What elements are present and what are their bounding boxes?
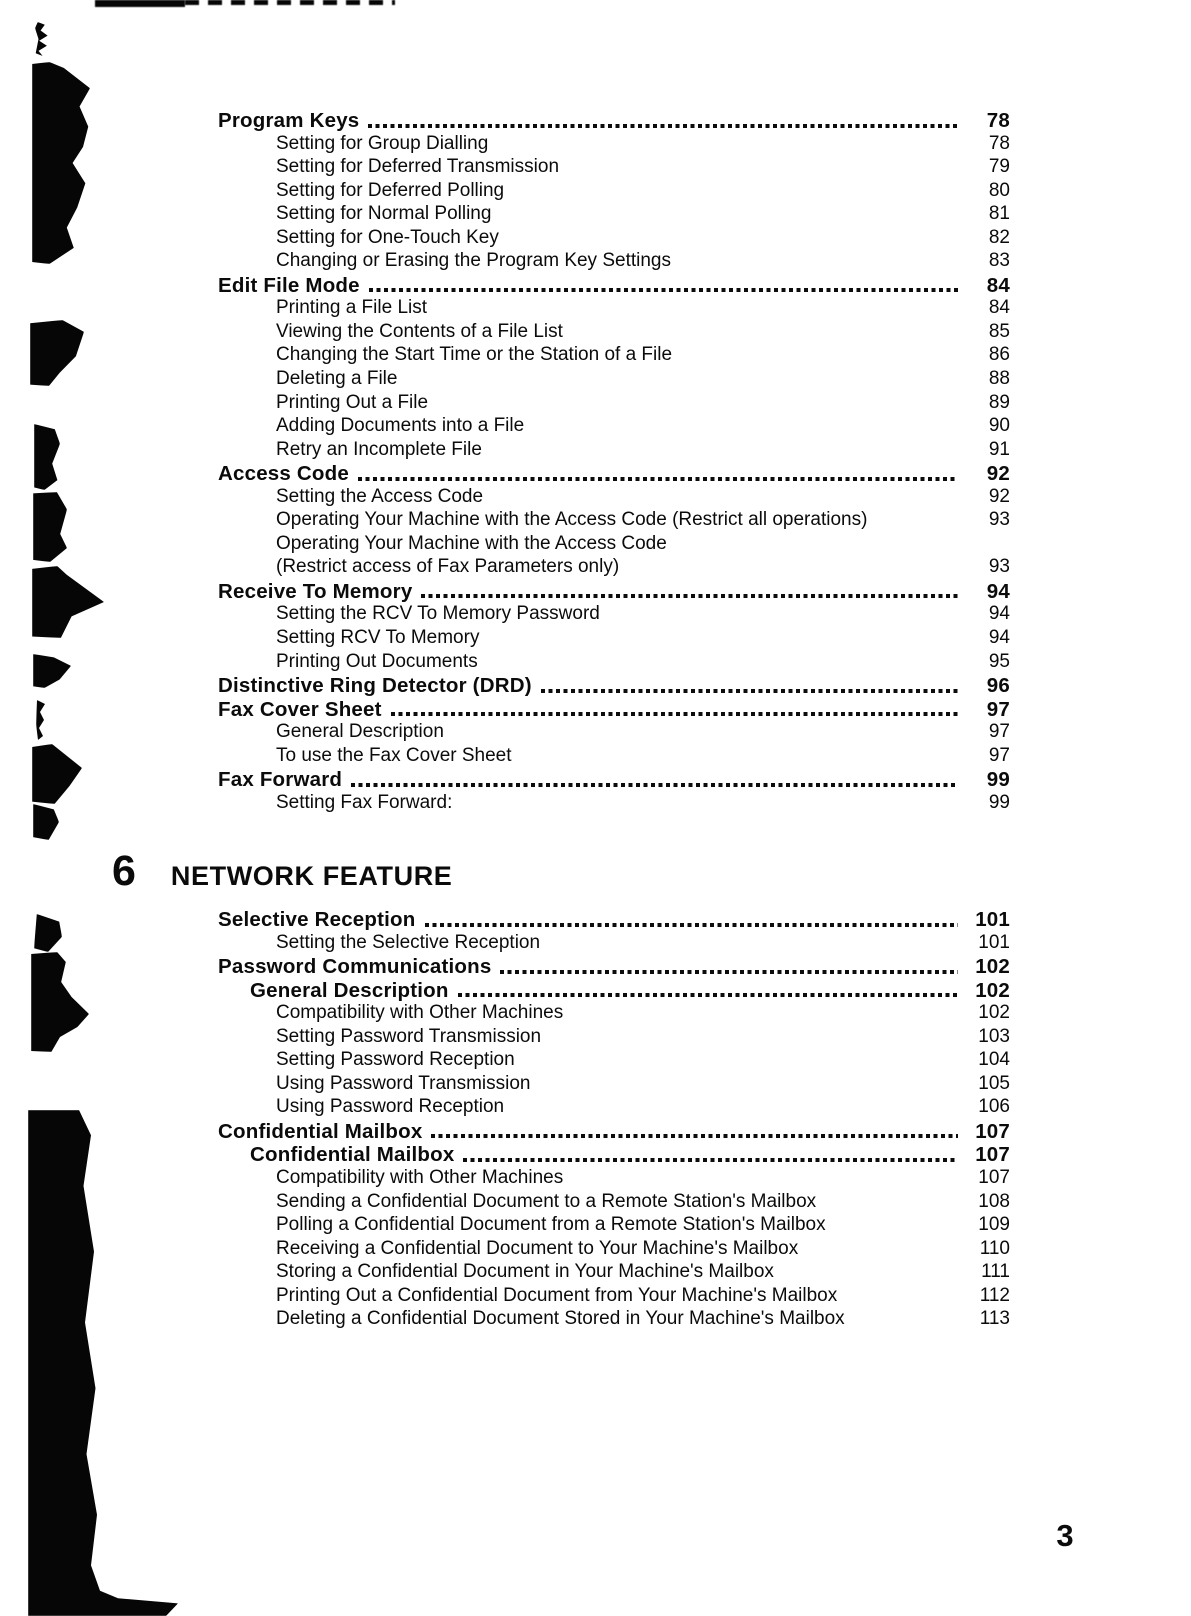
toc-entry-page: 103	[978, 1025, 1010, 1047]
dotted-leader	[488, 642, 958, 646]
dotted-leader	[550, 1040, 958, 1044]
dotted-leader	[487, 665, 958, 669]
toc-entry-label: Fax Cover Sheet	[218, 697, 382, 721]
dotted-leader	[491, 453, 958, 457]
toc-entry-page: 107	[975, 1143, 1010, 1167]
toc-entry-page: 105	[978, 1072, 1010, 1094]
toc-entry-page: 84	[988, 297, 1010, 319]
toc-entry-label: Fax Forward	[218, 768, 343, 792]
chapter-heading	[112, 845, 452, 897]
toc-entry-label: Setting the RCV To Memory Password	[276, 603, 600, 625]
toc-entry	[218, 1238, 1010, 1262]
scan-artifact	[30, 320, 84, 386]
toc-entry-page: 92	[988, 485, 1010, 507]
toc-entry-page: 90	[988, 415, 1010, 437]
toc-entry	[218, 674, 1010, 698]
toc-entry	[218, 1120, 1010, 1144]
toc-entry	[218, 1143, 1010, 1167]
toc-entry-label: Retry an Incomplete File	[276, 438, 482, 460]
toc-entry-page: 86	[988, 344, 1010, 366]
toc-entry	[218, 721, 1010, 745]
dotted-leader	[369, 288, 958, 292]
toc-entry-page: 81	[988, 203, 1010, 225]
toc-entry	[218, 415, 1010, 439]
toc-entry-label: Printing Out a File	[276, 391, 429, 413]
dotted-leader	[513, 194, 958, 198]
dotted-leader	[351, 783, 958, 787]
toc-entry-page: 102	[978, 1002, 1010, 1024]
toc-entry-label: Sending a Confidential Document to a Remote Station's Mailbox	[276, 1190, 817, 1212]
toc-entry	[218, 603, 1010, 627]
toc-entry-page: 99	[988, 791, 1010, 813]
toc-entry-page: 82	[988, 226, 1010, 248]
dotted-leader	[368, 124, 958, 128]
dotted-leader	[500, 218, 958, 222]
toc-entry	[218, 486, 1010, 510]
toc-entry-page: 97	[988, 721, 1010, 743]
dotted-leader	[876, 524, 958, 528]
toc-entry-label: To use the Fax Cover Sheet	[276, 744, 512, 766]
dotted-leader	[500, 970, 958, 974]
toc-entry	[218, 368, 1010, 392]
dotted-leader	[846, 1299, 958, 1303]
dotted-leader	[568, 171, 958, 175]
toc-entry-page: 92	[986, 462, 1010, 486]
toc-entry	[218, 509, 1010, 533]
dotted-leader	[431, 1134, 958, 1138]
toc-entry-label: Confidential Mailbox	[218, 1119, 423, 1143]
toc-entry-page: 111	[981, 1261, 1010, 1283]
toc-section-network-feature	[218, 908, 1010, 1332]
toc-entry-page: 104	[978, 1049, 1010, 1071]
toc-entry	[218, 580, 1010, 604]
toc-entry-page: 97	[986, 697, 1010, 721]
dotted-leader	[461, 806, 958, 810]
toc-entry-label: Setting for Deferred Polling	[276, 179, 505, 201]
toc-entry-page: 80	[988, 179, 1010, 201]
toc-entry	[218, 274, 1010, 298]
dotted-leader	[835, 1229, 958, 1233]
toc-entry-label: Edit File Mode	[218, 273, 360, 297]
toc-entry-label: Setting Password Transmission	[276, 1025, 542, 1047]
toc-entry-page: 83	[988, 250, 1010, 272]
scan-artifact	[28, 1110, 178, 1616]
toc-entry-label: Using Password Reception	[276, 1096, 505, 1118]
dotted-leader	[421, 594, 958, 598]
scan-artifact	[33, 804, 59, 840]
toc-entry-label: Changing the Start Time or the Station of a File	[276, 344, 673, 366]
toc-entry	[218, 932, 1010, 956]
toc-entry-label: Storing a Confidential Document in Your Machine's Mailbox	[276, 1261, 774, 1283]
dotted-leader	[539, 1087, 958, 1091]
toc-entry-page: 78	[988, 132, 1010, 154]
toc-entry-label: Polling a Confidential Document from a Remote Station's Mailbox	[276, 1214, 826, 1236]
dotted-leader	[807, 1252, 958, 1256]
toc-entry-label: Setting for Deferred Transmission	[276, 156, 560, 178]
toc-entry	[218, 627, 1010, 651]
dotted-leader	[513, 1111, 958, 1115]
toc-entry-label: Adding Documents into a File	[276, 415, 525, 437]
toc-entry-page: 107	[978, 1167, 1010, 1189]
scan-artifact	[34, 914, 62, 952]
toc-entry-page: 97	[988, 744, 1010, 766]
scan-artifact	[185, 0, 395, 5]
dotted-leader	[391, 712, 958, 716]
dotted-leader	[524, 1064, 958, 1068]
toc-entry-label: Program Keys	[218, 109, 360, 132]
scan-artifact	[32, 62, 90, 264]
toc-entry-page: 78	[986, 109, 1010, 132]
toc-entry	[218, 250, 1010, 274]
toc-section-features	[218, 109, 1010, 815]
dotted-leader	[825, 1205, 958, 1209]
toc-entry-label: Selective Reception	[218, 908, 416, 931]
toc-entry-label: Printing a File List	[276, 297, 428, 319]
toc-entry	[218, 203, 1010, 227]
toc-entry	[218, 392, 1010, 416]
scan-artifact	[33, 654, 71, 688]
dotted-leader	[358, 477, 958, 481]
toc-entry-page: 91	[988, 438, 1010, 460]
toc-entry-page: 107	[975, 1119, 1010, 1143]
dotted-leader	[572, 335, 958, 339]
dotted-leader	[680, 265, 958, 269]
toc-entry	[218, 1308, 1010, 1332]
toc-entry-page: 101	[978, 931, 1010, 953]
dotted-leader	[681, 359, 958, 363]
toc-entry-page: 102	[975, 978, 1010, 1002]
toc-entry-label: Receive To Memory	[218, 579, 413, 603]
dotted-leader	[521, 759, 958, 763]
toc-entry-page: 112	[979, 1284, 1010, 1306]
dotted-leader	[676, 547, 958, 551]
toc-entry-label: Setting Password Reception	[276, 1049, 515, 1071]
chapter-title: NETWORK FEATURE	[170, 861, 453, 891]
toc-entry	[218, 1026, 1010, 1050]
scan-artifact	[35, 22, 49, 56]
dotted-leader	[572, 1017, 958, 1021]
page-number: 3	[1056, 1518, 1074, 1553]
scan-artifact	[32, 566, 104, 638]
scan-artifact	[36, 700, 46, 740]
toc-entry	[218, 109, 1010, 133]
dotted-leader	[854, 1323, 958, 1327]
toc-entry	[218, 955, 1010, 979]
toc-entry	[218, 1261, 1010, 1285]
toc-entry-page: 94	[988, 603, 1010, 625]
scan-artifact	[31, 952, 89, 1052]
toc-entry-label: Setting the Selective Reception	[276, 931, 541, 953]
toc-entry-label: Setting for One-Touch Key	[276, 226, 499, 248]
toc-entry-page: 89	[988, 391, 1010, 413]
toc-entry-page: 101	[975, 908, 1010, 931]
toc-entry-label: Setting Fax Forward:	[276, 791, 453, 813]
toc-entry-page: 93	[988, 509, 1010, 531]
toc-entry	[218, 768, 1010, 792]
chapter-number: 6	[112, 847, 136, 895]
toc-entry	[218, 1096, 1010, 1120]
dotted-leader	[541, 689, 958, 693]
toc-entry-page: 94	[988, 627, 1010, 649]
toc-entry-page: 109	[978, 1214, 1010, 1236]
scan-artifact	[95, 0, 185, 7]
scan-artifact	[33, 492, 67, 562]
toc-entry-label: Viewing the Contents of a File List	[276, 320, 563, 342]
dotted-leader	[533, 430, 958, 434]
dotted-leader	[572, 1182, 958, 1186]
toc-entry	[218, 1073, 1010, 1097]
toc-entry	[218, 533, 1010, 557]
toc-entry	[218, 745, 1010, 769]
toc-entry-label: General Description	[250, 978, 449, 1002]
toc-entry	[218, 156, 1010, 180]
toc-entry-label: Using Password Transmission	[276, 1072, 531, 1094]
toc-entry-page: 94	[986, 579, 1010, 603]
toc-entry-label: Setting RCV To Memory	[276, 627, 480, 649]
dotted-leader	[453, 736, 958, 740]
toc-entry-page: 85	[988, 320, 1010, 342]
toc-entry	[218, 462, 1010, 486]
toc-entry-label: Compatibility with Other Machines	[276, 1167, 564, 1189]
dotted-leader	[458, 993, 958, 997]
toc-entry-label: (Restrict access of Fax Parameters only)	[276, 556, 620, 578]
toc-entry	[218, 651, 1010, 675]
dotted-leader	[425, 923, 959, 927]
toc-entry	[218, 1285, 1010, 1309]
toc-entry-label: Operating Your Machine with the Access Code (Restrict all operations)	[276, 509, 868, 531]
dotted-leader	[628, 571, 958, 575]
toc-entry-page: 110	[979, 1237, 1010, 1259]
toc-entry	[218, 344, 1010, 368]
toc-entry-page: 93	[988, 556, 1010, 578]
toc-entry	[218, 1191, 1010, 1215]
toc-entry-label: Deleting a Confidential Document Stored in Your Machine's Mailbox	[276, 1308, 845, 1330]
dotted-leader	[609, 618, 958, 622]
toc-entry	[218, 908, 1010, 932]
toc-entry-label: Password Communications	[218, 955, 492, 979]
toc-entry-page: 88	[988, 368, 1010, 390]
toc-entry	[218, 1049, 1010, 1073]
toc-entry-page: 108	[978, 1190, 1010, 1212]
toc-entry	[218, 439, 1010, 463]
toc-entry-label: Printing Out a Confidential Document from Your Machine's Mailbox	[276, 1284, 838, 1306]
toc-entry-label: Printing Out Documents	[276, 650, 478, 672]
toc-entry	[218, 556, 1010, 580]
toc-entry-page: 99	[986, 768, 1010, 792]
toc-entry	[218, 180, 1010, 204]
toc-entry	[218, 1167, 1010, 1191]
toc-entry-page: 113	[979, 1308, 1010, 1330]
toc-entry-label: Distinctive Ring Detector (DRD)	[218, 674, 532, 698]
toc-entry-page: 106	[978, 1096, 1010, 1118]
dotted-leader	[463, 1158, 958, 1162]
toc-entry	[218, 133, 1010, 157]
toc-entry-label: General Description	[276, 721, 444, 743]
toc-entry-label: Compatibility with Other Machines	[276, 1002, 564, 1024]
toc-entry-label: Receiving a Confidential Document to Your Machine's Mailbox	[276, 1237, 799, 1259]
toc-entry-label: Confidential Mailbox	[250, 1143, 455, 1167]
toc-entry-label: Operating Your Machine with the Access Code	[276, 532, 667, 554]
scan-artifact	[34, 424, 60, 490]
toc-entry	[218, 979, 1010, 1003]
toc-entry-page: 84	[986, 273, 1010, 297]
toc-entry	[218, 792, 1010, 816]
dotted-leader	[436, 312, 958, 316]
toc-entry-page: 96	[986, 674, 1010, 698]
toc-entry-page: 79	[988, 156, 1010, 178]
dotted-leader	[508, 241, 958, 245]
toc-entry-label: Setting for Group Dialling	[276, 132, 489, 154]
toc-entry-page: 95	[988, 650, 1010, 672]
toc-entry-label: Deleting a File	[276, 368, 398, 390]
toc-entry	[218, 1002, 1010, 1026]
toc-entry	[218, 1214, 1010, 1238]
toc-entry-page: 102	[975, 955, 1010, 979]
dotted-leader	[783, 1276, 958, 1280]
toc-entry-label: Access Code	[218, 462, 349, 486]
toc-entry-label: Setting the Access Code	[276, 485, 484, 507]
scan-artifact	[32, 744, 82, 804]
dotted-leader	[437, 406, 958, 410]
toc-entry-label: Setting for Normal Polling	[276, 203, 492, 225]
toc-entry	[218, 321, 1010, 345]
dotted-leader	[497, 147, 958, 151]
dotted-leader	[492, 500, 958, 504]
toc-entry	[218, 297, 1010, 321]
toc-entry-label: Changing or Erasing the Program Key Settings	[276, 250, 671, 272]
dotted-leader	[549, 946, 958, 950]
toc-entry	[218, 698, 1010, 722]
dotted-leader	[406, 383, 958, 387]
toc-entry	[218, 227, 1010, 251]
